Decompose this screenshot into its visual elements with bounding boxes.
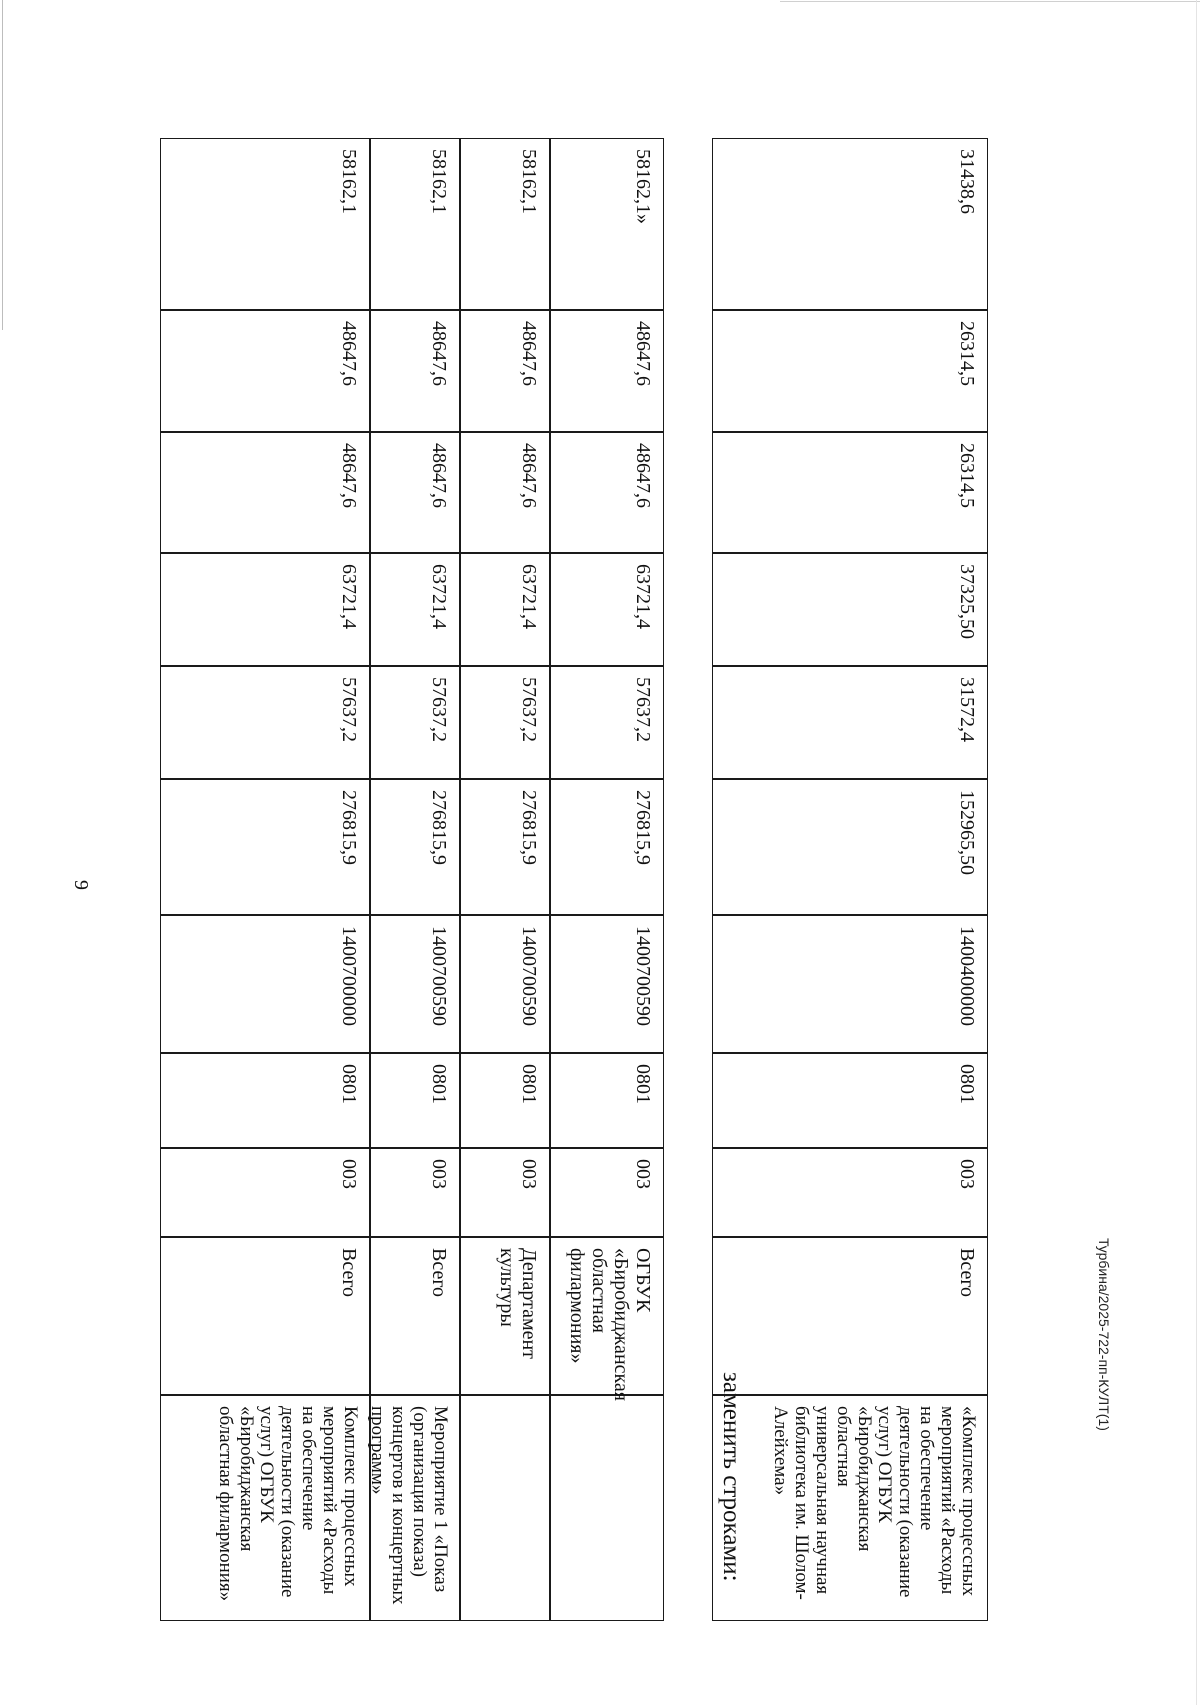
table_top-cell-grbs-code: 003 [160, 1148, 370, 1237]
table_top-cell-executor: Департамент культуры [460, 1237, 550, 1395]
table_top-cell-executor: Всего [160, 1237, 370, 1395]
table_top-cell-year-2026: 57637,2 [550, 666, 664, 779]
table_top-cell-grbs-code: 003 [460, 1148, 550, 1237]
table_bottom-cell-year-2028: 26314,5 [712, 432, 988, 553]
table_top-cell-year-2028: 48647,6 [370, 432, 460, 553]
table_top-cell-year-2030: 58162,1» [550, 138, 664, 310]
table_top-cell-year-2029: 48647,6 [460, 310, 550, 432]
table_top-cell-target-article: 1400700590 [550, 915, 664, 1053]
table_bottom-cell-year-2026: 31572,4 [712, 666, 988, 779]
table_top-cell-year-2028: 48647,6 [460, 432, 550, 553]
page-number: 9 [70, 880, 92, 890]
table_top-cell-total: 276815,9 [460, 779, 550, 915]
table_top-cell-executor: Всего [370, 1237, 460, 1395]
table_top-cell-total: 276815,9 [160, 779, 370, 915]
table_top-cell-target-article: 1400700000 [160, 915, 370, 1053]
table_top-cell-year-2028: 48647,6 [550, 432, 664, 553]
table_top-cell-grbs-code: 003 [370, 1148, 460, 1237]
table_top-cell-year-2030: 58162,1 [460, 138, 550, 310]
table_top-cell-section-code: 0801 [550, 1053, 664, 1148]
table_top-cell-section-code: 0801 [160, 1053, 370, 1148]
table_top-cell-year-2027: 63721,4 [160, 553, 370, 666]
table_top-cell-row-name: Комплекс процессных мероприятий «Расходы на обеспечение деятельности (оказание услуг) ОГБУК «Биробиджанская областная филармония» [160, 1395, 370, 1621]
table_top-cell-year-2028: 48647,6 [160, 432, 370, 553]
table_top-cell-year-2029: 48647,6 [370, 310, 460, 432]
table_bottom-cell-year-2027: 37325,50 [712, 553, 988, 666]
table_bottom-cell-grbs-code: 003 [712, 1148, 988, 1237]
table_top-cell-year-2029: 48647,6 [550, 310, 664, 432]
table_bottom-cell-executor: Всего [712, 1237, 988, 1395]
table_top-cell-year-2027: 63721,4 [550, 553, 664, 666]
table_top-cell-year-2027: 63721,4 [370, 553, 460, 666]
table_bottom-cell-year-2030: 31438,6 [712, 138, 988, 310]
table_top-cell-target-article: 1400700590 [460, 915, 550, 1053]
table_top-cell-section-code: 0801 [370, 1053, 460, 1148]
table_top-cell-year-2026: 57637,2 [460, 666, 550, 779]
table_bottom-cell-section-code: 0801 [712, 1053, 988, 1148]
replace-with-rows-caption: заменить строками: [718, 1372, 745, 1582]
table_top-cell-year-2030: 58162,1 [370, 138, 460, 310]
table_top-cell-target-article: 1400700590 [370, 915, 460, 1053]
table_top-cell-row-name: Мероприятие 1 «Показ (организация показа) концертов и концертных программ» [370, 1395, 460, 1621]
table_top-cell-section-code: 0801 [460, 1053, 550, 1148]
table_top-cell-grbs-code: 003 [550, 1148, 664, 1237]
table_top-cell-year-2030: 58162,1 [160, 138, 370, 310]
table_top-cell-year-2029: 48647,6 [160, 310, 370, 432]
table_bottom-cell-year-2029: 26314,5 [712, 310, 988, 432]
table_top-cell-year-2026: 57637,2 [370, 666, 460, 779]
document-footer-code: Турбина/2025-722-пп-КУЛТ(1) [1096, 1238, 1112, 1431]
table_bottom-cell-target-article: 1400400000 [712, 915, 988, 1053]
table_top-cell-year-2027: 63721,4 [460, 553, 550, 666]
table_top-cell-total: 276815,9 [550, 779, 664, 915]
table_bottom-cell-total: 152965,50 [712, 779, 988, 915]
table_top-cell-year-2026: 57637,2 [160, 666, 370, 779]
table_top-cell-executor: ОГБУК «Биробиджанская областная филармония» [550, 1237, 664, 1395]
table_top-cell-total: 276815,9 [370, 779, 460, 915]
table_bottom-cell-row-name: «Комплекс процессных мероприятий «Расходы на обеспечение деятельности (оказание услуг) ОГБУК «Биробиджанская областная универсальная научная библиотека им. Шолом-Алейхема» [712, 1395, 988, 1621]
